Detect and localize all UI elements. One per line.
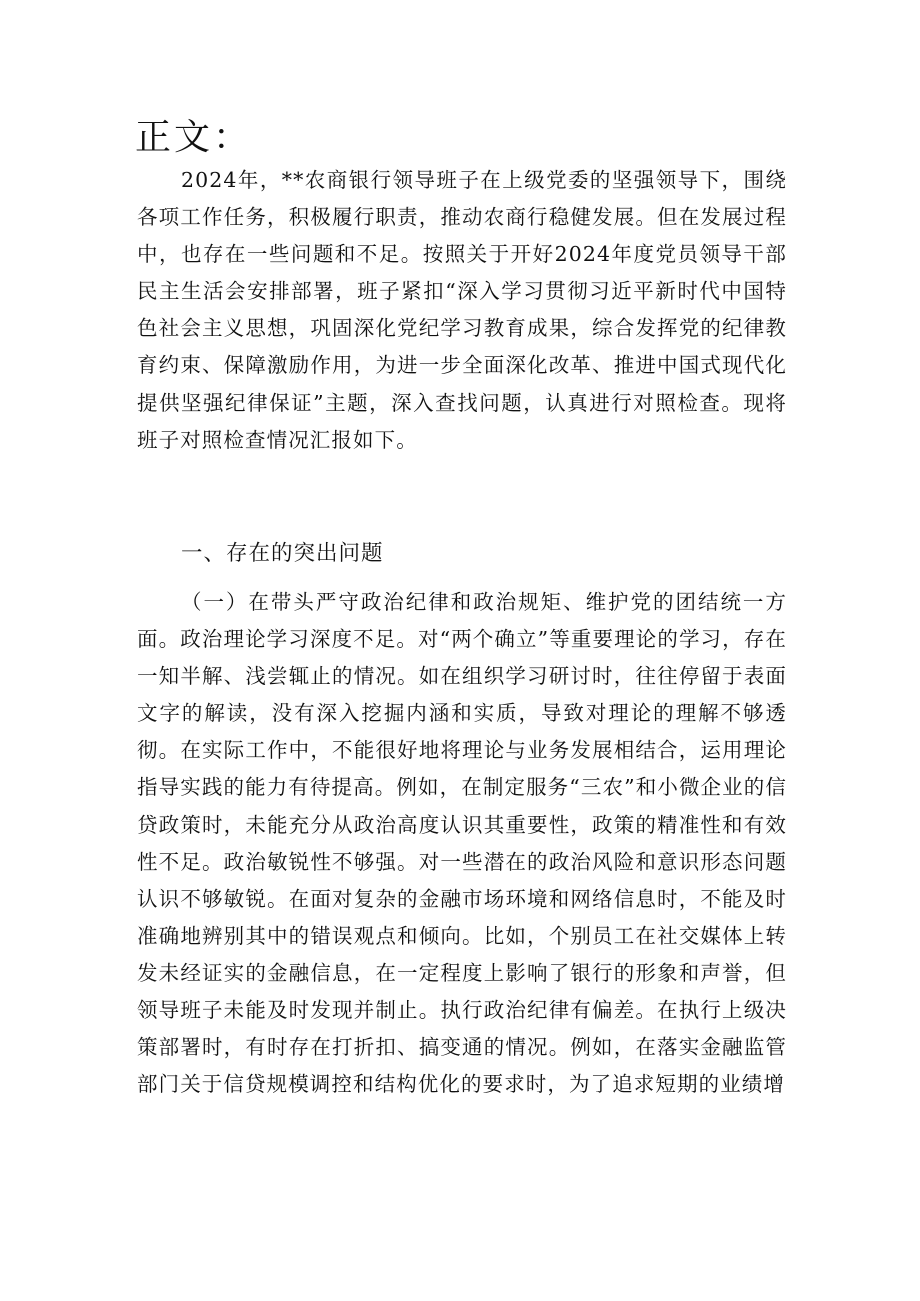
page-heading: 正文： — [135, 117, 253, 158]
section-title: 一、存在的突出问题 — [181, 541, 384, 566]
intro-paragraph: 2024年，**农商银行领导班子在上级党委的坚强领导下，围绕各项工作任务，积极履行职责，推动农商行稳健发展。但在发展过程中，也存在一些问题和不足。按照关于开好2024年度党员领导干部民主生活会安排部署，班子紧扣“深入学习贯彻习近平新时代中国特色社会主义思想，巩固深化党纪学习教育成果，综合发挥党的纪律教育约束、保障激励作用，为进一步全面深化改革、推进中国式现代化提供坚强纪律保证”主题，深入查找问题，认真进行对照检查。现将班子对照检查情况汇报如下。 — [137, 168, 787, 452]
section-paragraph: （一）在带头严守政治纪律和政治规矩、维护党的团结统一方面。政治理论学习深度不足。对“两个确立”等重要理论的学习，存在一知半解、浅尝辄止的情况。如在组织学习研讨时，往往停留于表面文字的解读，没有深入挖掘内涵和实质，导致对理论的理解不够透彻。在实际工作中，不能很好地将理论与业务发展相结合，运用理论指导实践的能力有待提高。例如，在制定服务“三农”和小微企业的信贷政策时，未能充分从政治高度认识其重要性，政策的精准性和有效性不足。政治敏锐性不够强。对一些潜在的政治风险和意识形态问题认识不够敏锐。在面对复杂的金融市场环境和网络信息时，不能及时准确地辨别其中的错误观点和倾向。比如，个别员工在社交媒体上转发未经证实的金融信息，在一定程度上影响了银行的形象和声誉，但领导班子未能及时发现并制止。执行政治纪律有偏差。在执行上级决策部署时，有时存在打折扣、搞变通的情况。例如，在落实金融监管部门关于信贷规模调控和结构优化的要求时，为了追求短期的业绩增 — [137, 590, 787, 1097]
